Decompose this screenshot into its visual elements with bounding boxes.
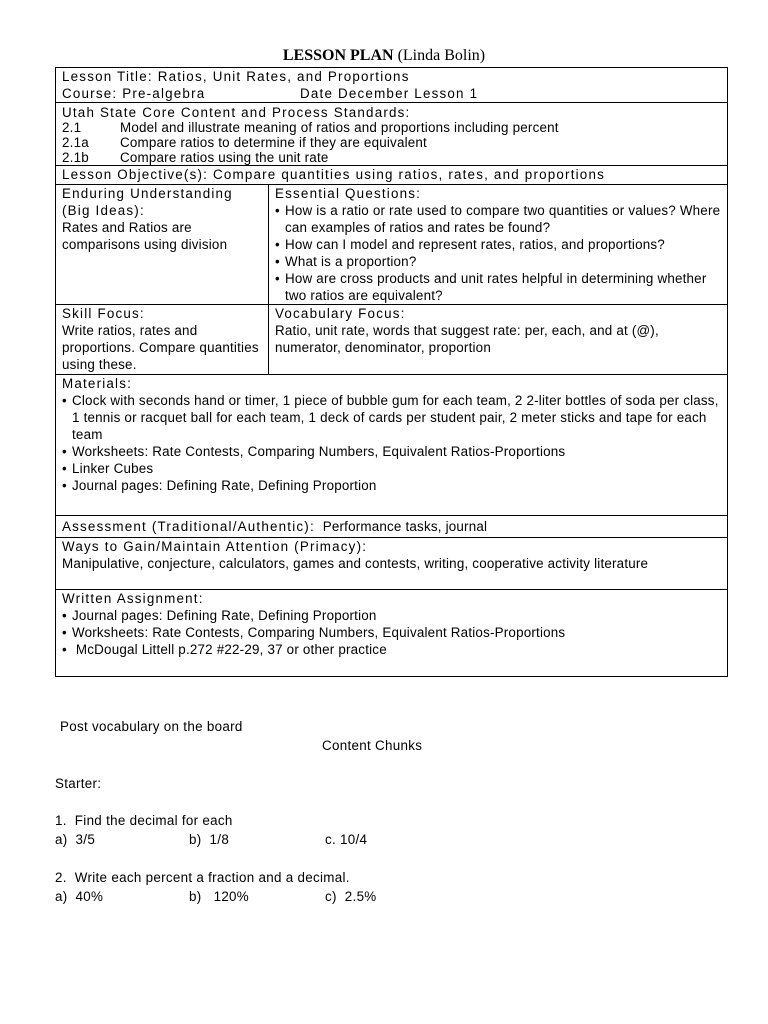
question-2-b: b) 120% [189, 889, 250, 904]
objective-row [56, 166, 728, 185]
written-heading: Written Assignment: [62, 591, 204, 606]
list-item: • Linker Cubes [62, 460, 727, 477]
attention-row [56, 538, 728, 590]
list-item: • Clock with seconds hand or timer, 1 piece of bubble gum for each team, 2 2-liter bottles of soda per class, 1 tennis or racquet ball for each team, 1 deck of cards per student pair, 2 meter sticks and tape for each team [62, 392, 727, 443]
list-item: • Worksheets: Rate Contests, Comparing Numbers, Equivalent Ratios-Proportions [62, 624, 727, 641]
standard-text: Compare ratios to determine if they are equivalent [120, 135, 427, 150]
standard-item [62, 120, 727, 135]
materials-row [56, 375, 728, 516]
lesson-objective: Lesson Objective(s): Compare quantities using ratios, rates, and proportions [62, 167, 605, 182]
post-vocabulary-note: Post vocabulary on the board [60, 719, 243, 734]
standard-code: 2.1b [62, 150, 89, 165]
enduring-line-2: comparisons using division [62, 237, 228, 252]
starter-label: Starter: [55, 776, 102, 791]
standard-item [62, 150, 727, 165]
assessment-value: Performance tasks, journal [314, 519, 488, 534]
attention-heading: Ways to Gain/Maintain Attention (Primacy): [62, 539, 368, 554]
essential-questions-list [275, 202, 727, 304]
attention-text: Manipulative, conjecture, calculators, games and contests, writing, cooperative activity literature [62, 556, 649, 571]
written-row [56, 590, 728, 677]
standard-text: Model and illustrate meaning of ratios and proportions including percent [120, 120, 559, 135]
list-item: • How are cross products and unit rates helpful in determining whether two ratios are equivalent? [275, 270, 727, 304]
lesson-plan-table [55, 67, 728, 677]
essential-heading: Essential Questions: [275, 186, 422, 201]
question-2: 2. Write each percent a fraction and a decimal. [55, 870, 350, 885]
materials-list [62, 392, 727, 494]
list-item: • Worksheets: Rate Contests, Comparing Numbers, Equivalent Ratios-Proportions [62, 443, 727, 460]
date-label: Date December Lesson 1 [300, 86, 479, 101]
course-label: Course: Pre-algebra [62, 86, 206, 101]
skill-heading: Skill Focus: [62, 306, 145, 321]
standard-code: 2.1 [62, 120, 82, 135]
enduring-subheading: (Big Ideas): [62, 203, 145, 218]
skill-text: Write ratios, rates and proportions. Compare quantities using these. [62, 323, 259, 372]
standards-heading: Utah State Core Content and Process Standards: [62, 105, 411, 120]
materials-heading: Materials: [62, 376, 133, 391]
list-item: • How is a ratio or rate used to compare two quantities or values? Where can examples of ratios and rates be found? [275, 202, 727, 236]
question-2-c: c) 2.5% [325, 889, 377, 904]
list-item: • Journal pages: Defining Rate, Defining Proportion [62, 477, 727, 494]
question-1-b: b) 1/8 [189, 832, 230, 847]
assessment-label: Assessment (Traditional/Authentic): [62, 519, 315, 534]
lesson-title: Lesson Title: Ratios, Unit Rates, and Proportions [62, 69, 410, 84]
assessment-row [56, 516, 728, 538]
standard-item [62, 135, 727, 150]
standards-row [56, 103, 728, 166]
title-bold: LESSON PLAN [282, 47, 394, 64]
question-2-a: a) 40% [55, 889, 104, 904]
question-1-a: a) 3/5 [55, 832, 96, 847]
content-chunks-heading: Content Chunks [322, 738, 423, 753]
list-item: • How can I model and represent rates, ratios, and proportions? [275, 236, 727, 253]
vocab-heading: Vocabulary Focus: [275, 306, 406, 321]
title-author: (Linda Bolin) [393, 47, 486, 64]
list-item: • What is a proportion? [275, 253, 727, 270]
vocab-text: Ratio, unit rate, words that suggest rate: per, each, and at (@), numerator, denominator, proportion [275, 323, 659, 355]
focus-row [56, 305, 728, 375]
enduring-heading: Enduring Understanding [62, 186, 233, 201]
list-item: • Journal pages: Defining Rate, Defining Proportion [62, 607, 727, 624]
enduring-line-1: Rates and Ratios are [62, 220, 192, 235]
question-1: 1. Find the decimal for each [55, 813, 233, 828]
understanding-row [56, 185, 728, 305]
lesson-title-row [56, 68, 728, 103]
standard-text: Compare ratios using the unit rate [120, 150, 329, 165]
written-list [62, 607, 727, 658]
list-item: • McDougal Littell p.272 #22-29, 37 or other practice [62, 641, 727, 658]
standard-code: 2.1a [62, 135, 89, 150]
page-title [0, 47, 768, 64]
question-1-c: c. 10/4 [325, 832, 368, 847]
